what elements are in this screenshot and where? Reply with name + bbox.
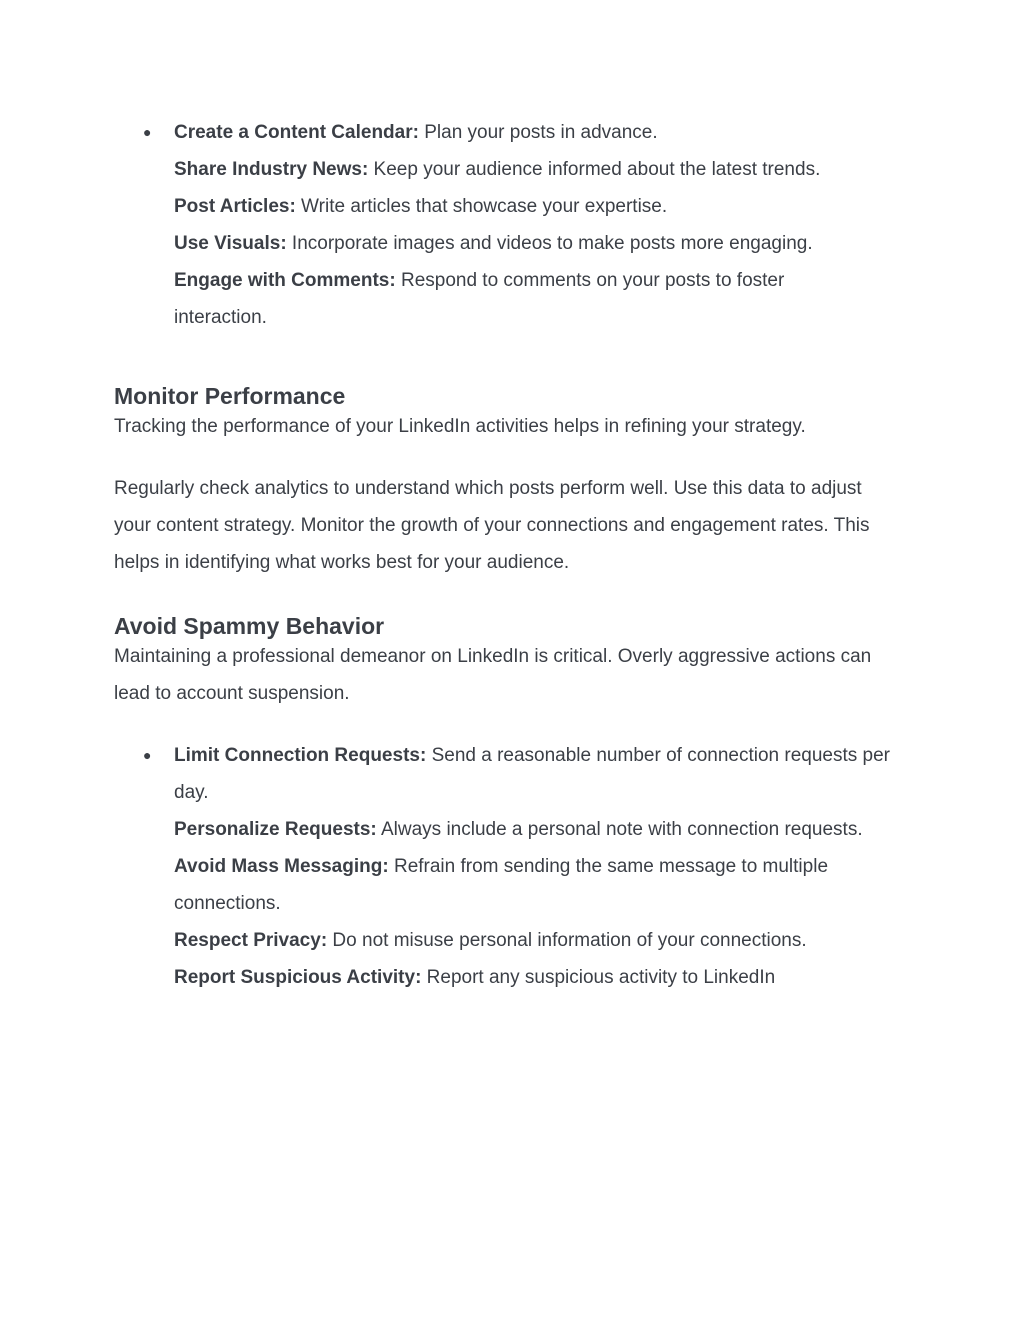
list-item <box>0 262 834 336</box>
list-item-term: Respect Privacy: <box>174 930 328 951</box>
spam-tips-list <box>0 737 1024 996</box>
list-item-text: Incorporate images and videos to make posts more engaging. <box>286 233 813 254</box>
list-item-term: Post Articles: <box>174 196 296 217</box>
monitor-body: Regularly check analytics to understand which posts perform well. Use this data to adjust your content strategy. Monitor the growth of your connections and engagement rates. This helps in identifying what works best for your audience. <box>114 478 870 573</box>
list-item <box>0 151 914 188</box>
list-item-term: Report Suspicious Activity: <box>174 967 422 988</box>
monitor-intro: Tracking the performance of your LinkedIn activities helps in refining your strategy. <box>114 416 806 437</box>
bullet-icon: ● <box>143 747 152 763</box>
list-item-term: Share Industry News: <box>174 159 369 180</box>
bullet-icon: ● <box>143 124 152 140</box>
list-item <box>0 737 914 811</box>
list-item-term: Engage with Comments: <box>174 270 396 291</box>
list-item-text: Plan your posts in advance. <box>418 122 658 143</box>
list-item-text: Report any suspicious activity to LinkedIn <box>421 967 776 988</box>
spam-intro: Maintaining a professional demeanor on LinkedIn is critical. Overly aggressive actions can lead to account suspension. <box>114 646 872 704</box>
list-item-term: Avoid Mass Messaging: <box>174 856 389 877</box>
list-item-text: Send a reasonable number of connection requests per day. <box>174 745 890 803</box>
list-item <box>0 188 914 225</box>
list-item-text: Write articles that showcase your expertise. <box>295 196 668 217</box>
list-item-text: Refrain from sending the same message to multiple connections. <box>174 856 829 914</box>
list-item-text: Keep your audience informed about the latest trends. <box>368 159 821 180</box>
list-item <box>0 225 914 262</box>
list-item <box>0 959 914 996</box>
list-item-text: Always include a personal note with connection requests. <box>376 819 863 840</box>
section-heading-spam: Avoid Spammy Behavior <box>114 613 385 639</box>
content-tips-list <box>0 114 1024 336</box>
list-item-term: Personalize Requests: <box>174 819 377 840</box>
list-item <box>0 922 914 959</box>
section-heading-monitor: Monitor Performance <box>114 383 346 409</box>
list-item <box>0 848 874 922</box>
list-item-term: Limit Connection Requests: <box>174 745 427 766</box>
list-item-text: Respond to comments on your posts to foster interaction. <box>174 270 785 328</box>
list-item <box>0 811 914 848</box>
list-item <box>0 114 914 151</box>
list-item-text: Do not misuse personal information of your connections. <box>327 930 807 951</box>
list-item-term: Create a Content Calendar: <box>174 122 419 143</box>
list-item-term: Use Visuals: <box>174 233 287 254</box>
